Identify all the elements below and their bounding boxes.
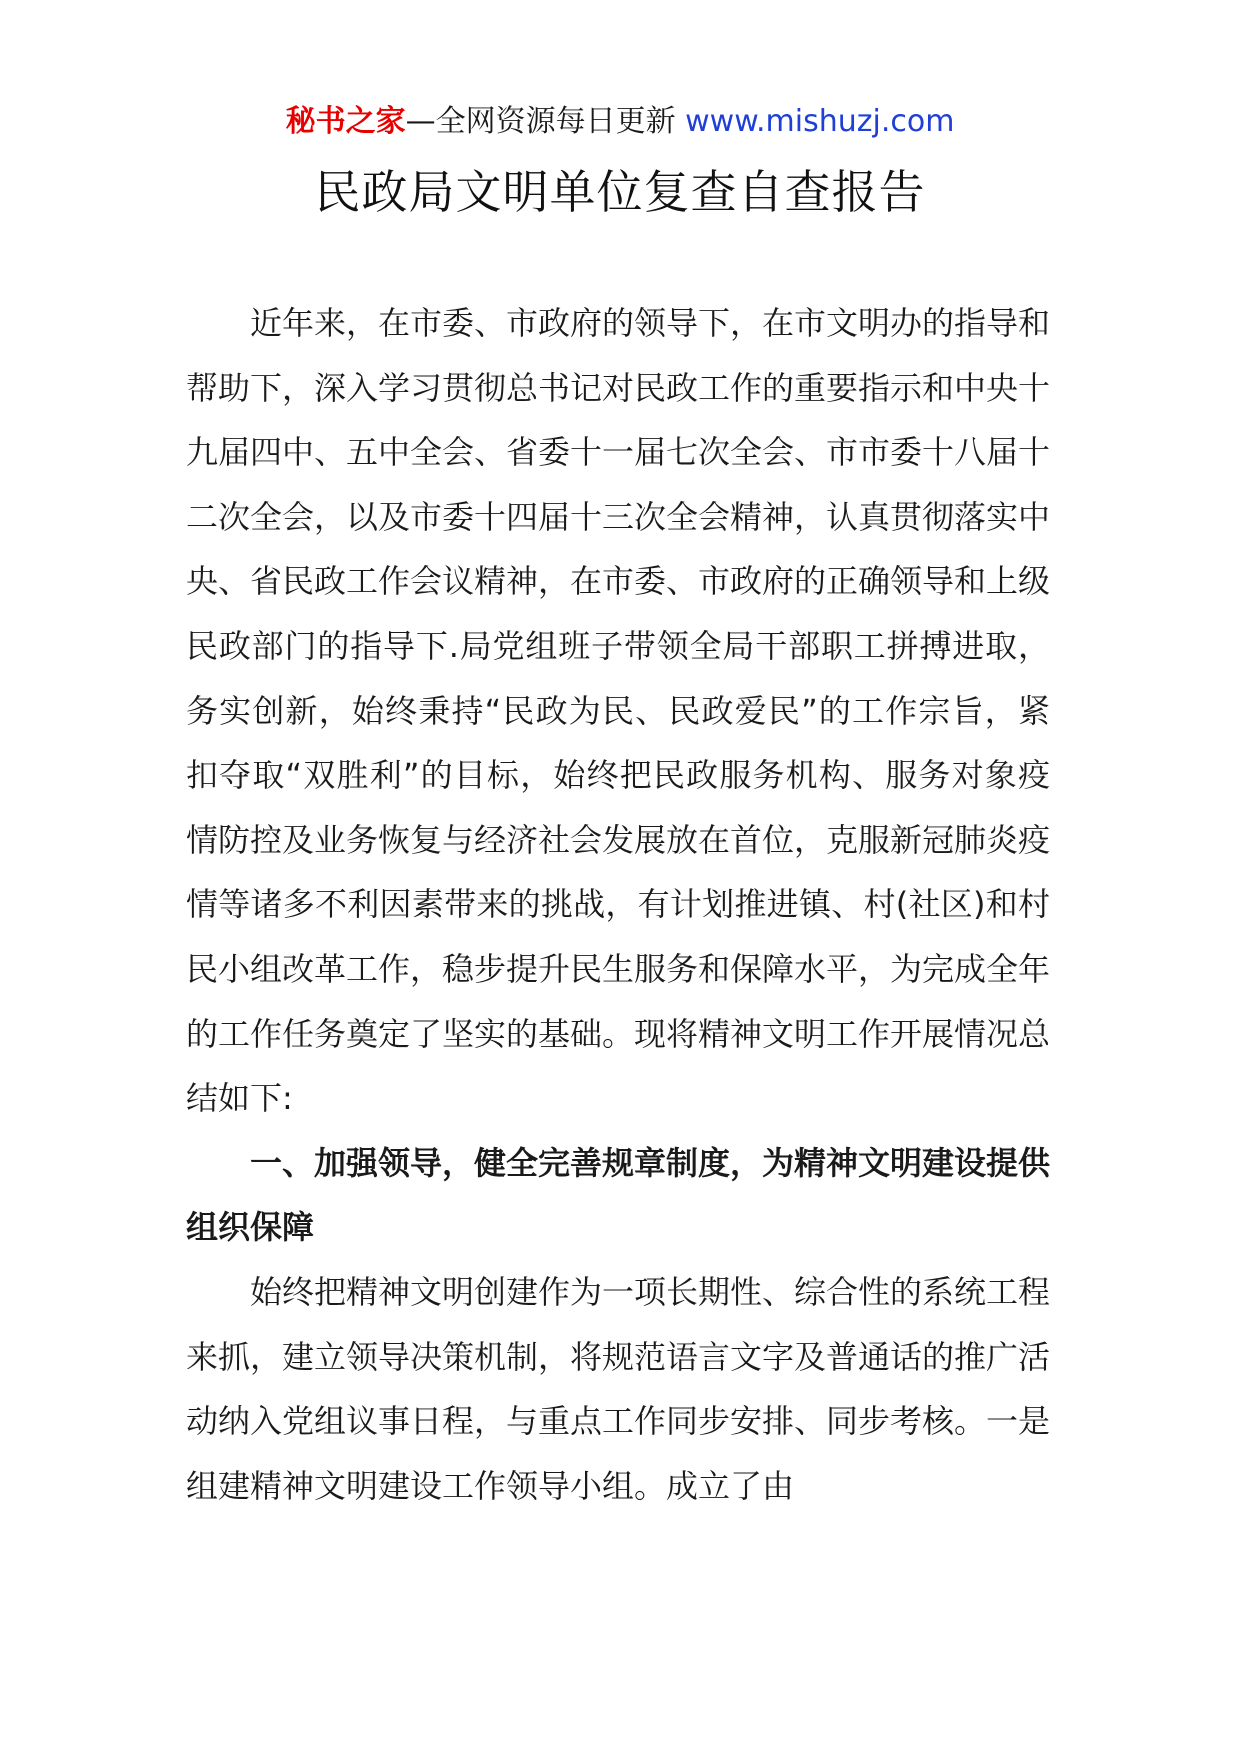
site-tagline: —全网资源每日更新 xyxy=(405,104,686,139)
document-body xyxy=(186,291,1050,1518)
body-paragraph: 始终把精神文明创建作为一项长期性、综合性的系统工程来抓，建立领导决策机制，将规范语言文字及普通话的推广活动纳入党组议事日程，与重点工作同步安排、同步考核。一是组建精神文明建设工作领导小组。成立了由 xyxy=(186,1272,1051,1505)
site-header xyxy=(0,102,1240,142)
site-url-link[interactable]: www.mishuzj.com xyxy=(685,104,955,139)
site-brand: 秘书之家 xyxy=(285,104,406,139)
section-heading: 一、加强领导，健全完善规章制度，为精神文明建设提供组织保障 xyxy=(186,1143,1051,1247)
body-paragraph: 近年来，在市委、市政府的领导下，在市文明办的指导和帮助下，深入学习贯彻总书记对民政工作的重要指示和中央十九届四中、五中全会、省委十一届七次全会、市市委十八届十二次全会，以及市委十四届十三次全会精神，认真贯彻落实中央、省民政工作会议精神，在市委、市政府的正确领导和上级民政部门的指导下.局党组班子带领全局干部职工拼搏进取，务实创新，始终秉持“民政为民、民政爱民”的工作宗旨，紧扣夺取“双胜利”的目标，始终把民政服务机构、服务对象疫情防控及业务恢复与经济社会发展放在首位，克服新冠肺炎疫情等诸多不利因素带来的挑战，有计划推进镇、村(社区)和村民小组改革工作，稳步提升民生服务和保障水平，为完成全年的工作任务奠定了坚实的基础。现将精神文明工作开展情况总结如下: xyxy=(186,304,1051,1118)
document-title: 民政局文明单位复查自查报告 xyxy=(314,165,926,219)
